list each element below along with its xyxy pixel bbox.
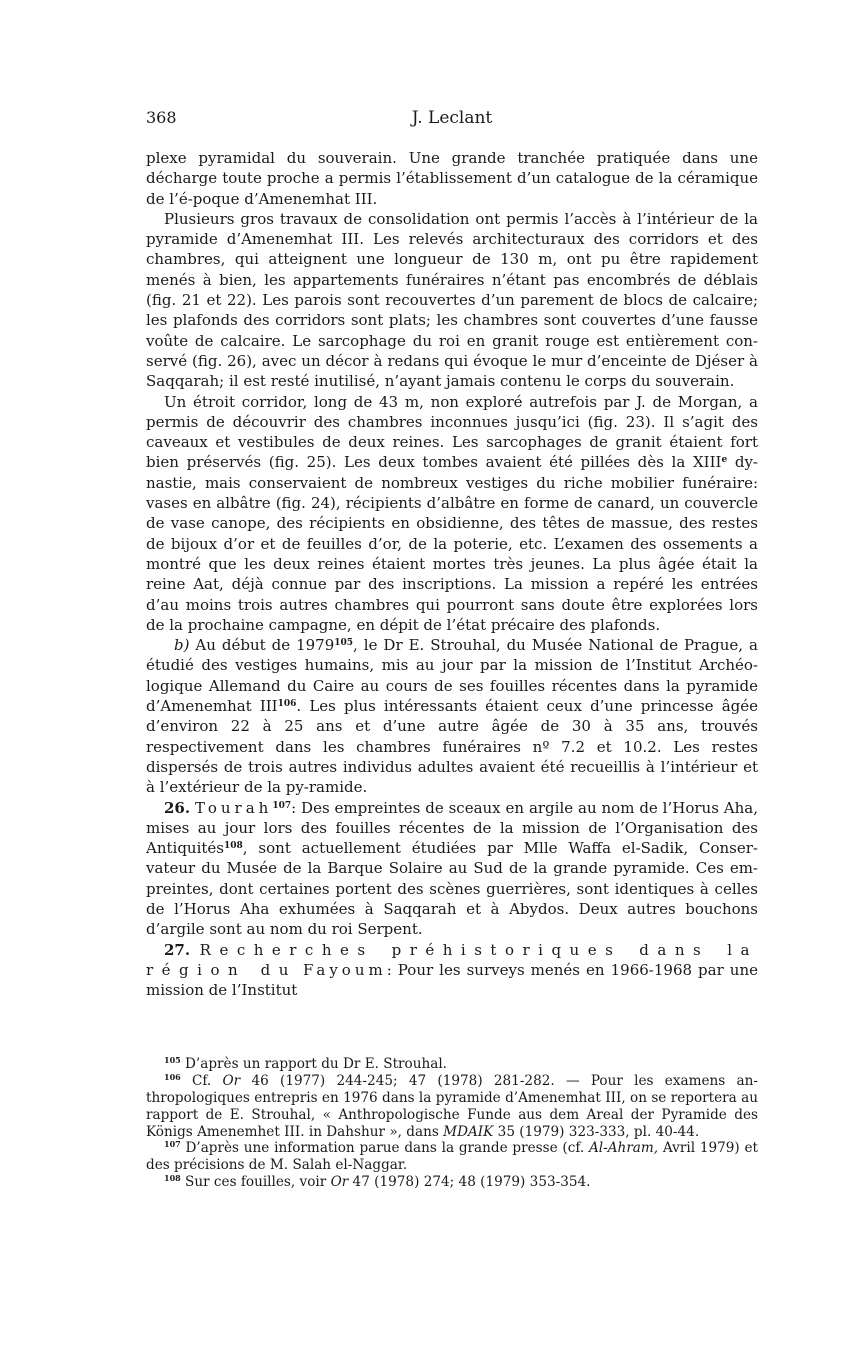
section-place: Fayoum: [302, 960, 387, 979]
running-header: [146, 108, 758, 132]
paragraph: [146, 635, 758, 797]
footnote-text: 47 (1978) 274; 48 (1979) 353-354.: [348, 1174, 591, 1191]
paragraph-text: Un étroit corridor, long de 43 m, non exploré autrefois par J. de Morgan, a permis de découvrir des chambres inconnues jusqu’ici (fig. 23). Il s’agit des caveaux et vestibules de deux reines. Les sarcophages de granit étaient fort bien préservés (fig. 25). Les deux tombes avaient été pillées dès la XIII: [146, 392, 758, 472]
footnote-ref[interactable]: 108: [223, 841, 243, 852]
main-text: [146, 148, 758, 1000]
paragraph-text: , sont actuellement étudiées par Mlle Waffa el-Sadik, Conser-vateur du Musée de la Barque Solaire au Sud de la grande pyramide. Ces em-preintes, dont certaines portent des scènes guerrières, sont identiques à celles de l’Horus Aha exhumées à Saqqarah et à Abydos. Deux autres bouchons d’argile sont au nom du roi Serpent.: [146, 839, 758, 939]
paragraph-text: : Pour les surveys menés en 1966-1968 par une mission de l’Institut: [146, 960, 759, 1000]
footnotes: [146, 1056, 758, 1190]
footnote: [146, 1073, 758, 1140]
paragraph: Plusieurs gros travaux de consolidation ont permis l’accès à l’intérieur de la pyramide d’Amenemhat III. Les relevés architecturaux des corridors et des chambres, qui atteignent une longueur de 130 m, ont pu être rapidement menés à bien, les appartements funéraires n’étant pas encombrés de déblais (fig. 21 et 22). Les parois sont recouvertes d’un parement de blocs de calcaire; les plafonds des corridors sont plats; les chambres sont couvertes d’une fausse voûte de calcaire. Le sarcophage du roi en granit rouge est entièrement con-servé (fig. 26), avec un décor à redans qui évoque le mur d’enceinte de Djéser à Saqqarah; il est resté inutilisé, n’ayant jamais contenu le corps du souverain.: [146, 209, 758, 391]
paragraph: [146, 392, 758, 636]
paragraph: plexe pyramidal du souverain. Une grande tranchée pratiquée dans une décharge toute proche a permis l’établissement d’un catalogue de la céramique de l’é-poque d’Amenemhat III.: [146, 149, 758, 208]
paragraph-text: . Les plus intéressants étaient ceux d’une princesse âgée d’environ 22 à 25 ans et d’une autre âgée de 30 à 35 ans, trouvés respectivement dans les chambres funéraires nº 7.2 et 10.2. Les restes dispersés de trois autres individus adultes avaient été recueillis à l’intérieur et à l’extérieur de la py-ramide.: [146, 697, 758, 797]
list-letter: b): [174, 636, 190, 655]
footnote-text: Sur ces fouilles, voir: [180, 1174, 331, 1191]
footnote-number: 107: [164, 1139, 181, 1150]
footnote: [146, 1140, 758, 1174]
footnote-number: 106: [164, 1072, 181, 1083]
footnote-text: Avril 1979) et des précisions de M. Salah el-Naggar.: [146, 1140, 758, 1174]
running-title: J. Leclant: [411, 108, 493, 128]
journal-abbrev: MDAIK: [443, 1123, 494, 1140]
paragraph: [146, 940, 758, 1001]
footnote-ref[interactable]: 107: [272, 800, 292, 811]
footnote-text: 46 (1977) 244-245; 47 (1978) 281-282. — Pour les examens an-thropologiques entrepris en 1976 dans la pyramide d’Amenemhat III, on se reportera au rapport de E. Strouhal, « Anthropologische Funde aus dem Areal der Pyramide des Königs Amenemhet III. in Dahshur », dans: [146, 1073, 758, 1140]
paragraph-text: , le Dr E. Strouhal, du Musée National de Prague, a étudié des vestiges humains, mis au jour par la mission de l’Institut Archéo-logique Allemand du Caire au cours de ses fouilles récentes dans la pyramide d’Amenemhat III: [146, 636, 758, 716]
section-place: Tourah: [195, 798, 273, 817]
journal-abbrev: Or: [330, 1174, 349, 1191]
paragraph: [146, 798, 758, 940]
footnote: [146, 1174, 758, 1191]
journal-abbrev: Or: [222, 1073, 241, 1090]
paragraph-text: Au début de 1979: [189, 636, 335, 655]
section-number: 26.: [164, 798, 191, 817]
paragraph-text: dy-nastie, mais conservaient de nombreux vestiges du riche mobilier funéraire: vases en albâtre (fig. 24), récipients d’albâtre en forme de canard, un couvercle de vase canope, des récipients en obsidienne, des têtes de massue, des restes de bijoux d’or et de feuilles d’or, de la poterie, etc. L’examen des ossements a montré que les deux reines étaient mortes très jeunes. La plus âgée était la reine Aat, déjà connue par des inscriptions. La mission a repéré les entrées d’au moins trois autres chambres qui pourront sans doute être explorées lors de la prochaine campagne, en dépit de l’état précaire des plafonds.: [146, 453, 758, 634]
journal-abbrev: Al-Ahram,: [588, 1140, 659, 1157]
footnote-ref[interactable]: 106: [277, 699, 297, 710]
footnote-ref[interactable]: 105: [334, 638, 354, 649]
section-heading: Recherches préhistoriques dans la région du: [146, 940, 758, 979]
footnote-text: D’après un rapport du Dr E. Strouhal.: [180, 1056, 447, 1073]
footnote-text: D’après une information parue dans la grande presse (cf.: [180, 1140, 589, 1157]
superscript: e: [721, 455, 728, 466]
paragraph-text: : Des empreintes de sceaux en argile au nom de l’Horus Aha, mises au jour lors des fouilles récentes de la mission de l’Organisation des Antiquités: [146, 798, 758, 858]
footnote-text: Cf.: [180, 1073, 223, 1090]
footnote-number: 108: [164, 1173, 181, 1184]
page-number: 368: [146, 108, 177, 127]
footnote-text: 35 (1979) 323-333, pl. 40-44.: [493, 1123, 700, 1140]
page: [146, 108, 758, 1191]
footnote: [146, 1056, 758, 1073]
section-number: 27.: [164, 940, 191, 959]
footnote-number: 105: [164, 1055, 181, 1066]
